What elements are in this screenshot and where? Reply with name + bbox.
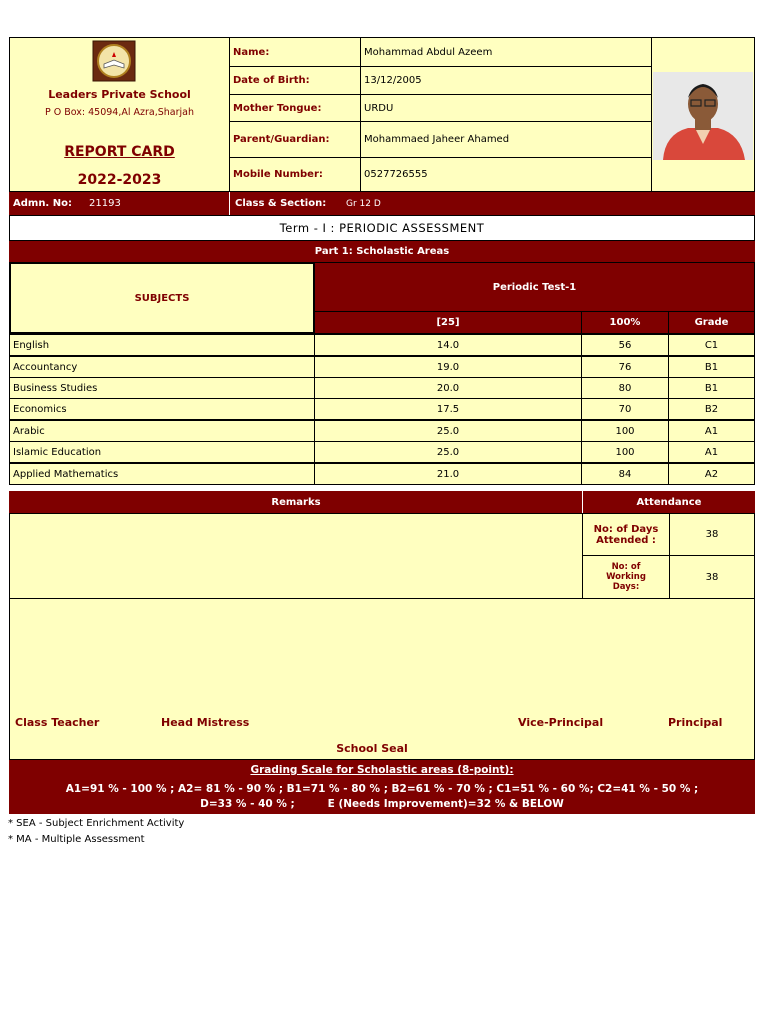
subject-cell: Accountancy xyxy=(9,356,315,378)
percent-cell: 80 xyxy=(581,377,669,399)
percent-cell: 76 xyxy=(581,356,669,378)
marks-cell: 25.0 xyxy=(314,441,582,463)
subject-cell: Islamic Education xyxy=(9,441,315,463)
remarks-header: Remarks xyxy=(9,491,583,514)
class-label: Class & Section: xyxy=(235,198,327,209)
report-title: REPORT CARD xyxy=(64,144,175,160)
subject-cell: English xyxy=(9,334,315,356)
subject-cell: Applied Mathematics xyxy=(9,463,315,485)
marks-cell: 20.0 xyxy=(314,377,582,399)
days-attended-value: 38 xyxy=(669,513,755,556)
grade-cell: B2 xyxy=(668,398,755,420)
grade-cell: A1 xyxy=(668,441,755,463)
marks-cell: 21.0 xyxy=(314,463,582,485)
subjects-header: SUBJECTS xyxy=(9,262,315,334)
school-address: P O Box: 45094,Al Azra,Sharjah xyxy=(44,106,195,118)
marks-cell: 17.5 xyxy=(314,398,582,420)
percent-cell: 56 xyxy=(581,334,669,356)
working-days-value: 38 xyxy=(669,555,755,599)
marks-header: [25] xyxy=(314,311,582,334)
mother-tongue-label: Mother Tongue: xyxy=(229,94,361,122)
percent-cell: 84 xyxy=(581,463,669,485)
mother-tongue-value: URDU xyxy=(360,94,652,122)
percent-cell: 70 xyxy=(581,398,669,420)
head-mistress-label: Head Mistress xyxy=(161,716,250,729)
periodic-test-header: Periodic Test-1 xyxy=(314,262,755,312)
remarks-box xyxy=(9,513,583,599)
percent-cell: 100 xyxy=(581,420,669,442)
parent-value: Mohammaed Jaheer Ahamed xyxy=(360,121,652,158)
dob-value: 13/12/2005 xyxy=(360,66,652,95)
name-label: Name: xyxy=(229,37,361,67)
footnote-sea: * SEA - Subject Enrichment Activity xyxy=(8,818,185,829)
attendance-header: Attendance xyxy=(582,491,755,514)
dob-label: Date of Birth: xyxy=(229,66,361,95)
school-logo xyxy=(92,40,136,82)
vice-principal-label: Vice-Principal xyxy=(518,716,604,729)
grade-cell: A2 xyxy=(668,463,755,485)
grade-header: Grade xyxy=(668,311,755,334)
admn-value: 21193 xyxy=(89,198,121,209)
grade-cell: A1 xyxy=(668,420,755,442)
working-days-label: No: of Working Days: xyxy=(582,555,670,599)
percent-cell: 100 xyxy=(581,441,669,463)
student-photo xyxy=(653,72,753,160)
subject-cell: Economics xyxy=(9,398,315,420)
percent-header: 100% xyxy=(581,311,669,334)
mobile-value: 0527726555 xyxy=(360,157,652,192)
footnote-ma: * MA - Multiple Assessment xyxy=(8,834,145,845)
days-attended-label: No: of Days Attended : xyxy=(582,513,670,556)
parent-label: Parent/Guardian: xyxy=(229,121,361,158)
signature-area xyxy=(9,598,755,760)
part-title: Part 1: Scholastic Areas xyxy=(9,241,755,262)
class-teacher-label: Class Teacher xyxy=(15,716,100,729)
marks-cell: 14.0 xyxy=(314,334,582,356)
academic-year: 2022-2023 xyxy=(77,172,162,188)
grading-title: Grading Scale for Scholastic areas (8-point): xyxy=(250,764,514,776)
grade-cell: B1 xyxy=(668,377,755,399)
grading-line-2: D=33 % - 40 % ; E (Needs Improvement)=32 % & BELOW xyxy=(200,798,564,810)
school-seal-label: School Seal xyxy=(336,741,408,755)
subject-cell: Business Studies xyxy=(9,377,315,399)
term-title: Term - I : PERIODIC ASSESSMENT xyxy=(9,215,755,241)
class-value: Gr 12 D xyxy=(346,198,381,209)
admn-label: Admn. No: xyxy=(13,198,72,209)
grading-line-1: A1=91 % - 100 % ; A2= 81 % - 90 % ; B1=71 % - 80 % ; B2=61 % - 70 % ; C1=51 % - 60 %; C2=41 % - 50 % ; xyxy=(65,783,699,795)
principal-label: Principal xyxy=(668,716,723,729)
marks-cell: 25.0 xyxy=(314,420,582,442)
school-name: Leaders Private School xyxy=(48,87,191,101)
mobile-label: Mobile Number: xyxy=(229,157,361,192)
name-value: Mohammad Abdul Azeem xyxy=(360,37,652,67)
subject-cell: Arabic xyxy=(9,420,315,442)
grade-cell: C1 xyxy=(668,334,755,356)
admission-divider xyxy=(229,192,230,215)
grade-cell: B1 xyxy=(668,356,755,378)
marks-cell: 19.0 xyxy=(314,356,582,378)
